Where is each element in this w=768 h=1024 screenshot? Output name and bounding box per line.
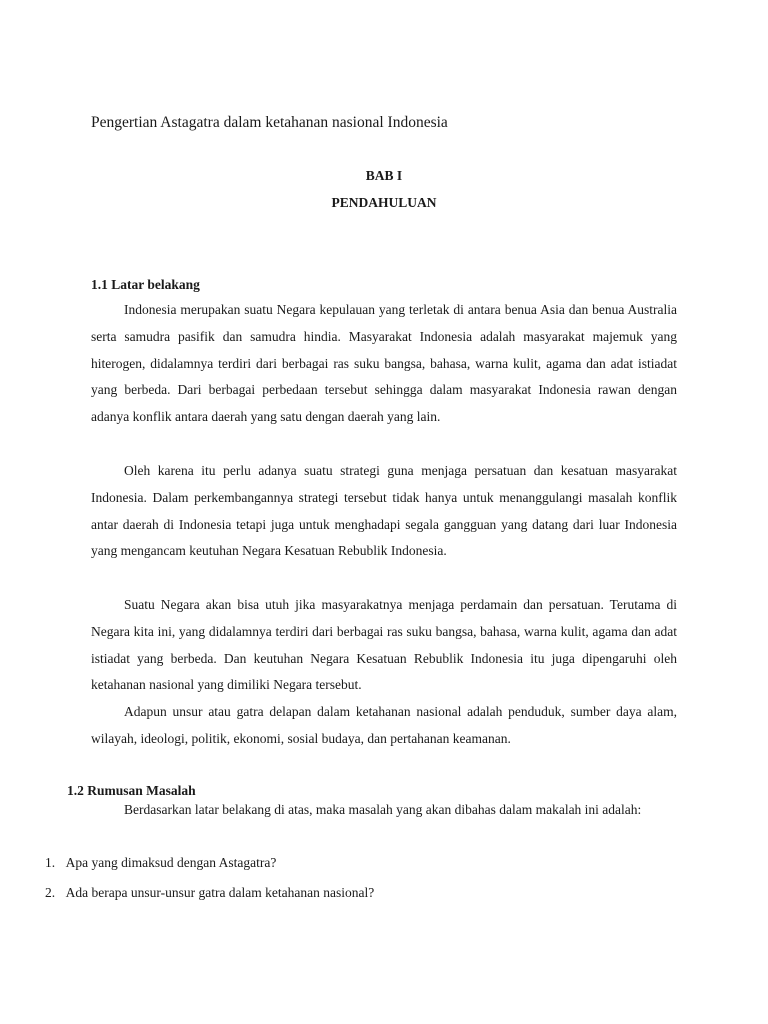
- list-number: 2.: [45, 885, 56, 900]
- paragraph: Adapun unsur atau gatra delapan dalam ketahanan nasional adalah penduduk, sumber daya alam, wilayah, ideologi, politik, ekonomi, sosial budaya, dan pertahanan keamanan.: [91, 704, 677, 746]
- paragraph: Berdasarkan latar belakang di atas, maka masalah yang akan dibahas dalam makalah ini adalah:: [124, 802, 642, 817]
- paragraph: Suatu Negara akan bisa utuh jika masyarakatnya menjaga perdamain dan persatuan. Terutama di Negara kita ini, yang didalamnya terdiri dari berbagai ras suku bangsa, bahasa, warna kulit, agama dan adat istiadat yang berbeda. Dan keutuhan Negara Kesatuan Rebublik Indonesia itu juga dipengaruhi oleh ketahanan nasional yang dimiliki Negara tersebut.: [91, 597, 677, 693]
- chapter-number: BAB I: [365, 168, 403, 183]
- list-text: Apa yang dimaksud dengan Astagatra?: [65, 855, 277, 870]
- question-list: [45, 848, 374, 908]
- section-heading-latar-belakang: 1.1 Latar belakang: [91, 277, 200, 292]
- section-heading-rumusan-masalah: 1.2 Rumusan Masalah: [67, 783, 196, 798]
- document-title: Pengertian Astagatra dalam ketahanan nasional Indonesia: [91, 114, 448, 131]
- paragraph: Oleh karena itu perlu adanya suatu strategi guna menjaga persatuan dan kesatuan masyarakat Indonesia. Dalam perkembangannya strategi tersebut tidak hanya untuk menanggulangi masalah konflik antar daerah di Indonesia tetapi juga untuk menghadapi segala gangguan yang datang dari luar Indonesia yang mengancam keutuhan Negara Kesatuan Rebublik Indonesia.: [91, 463, 677, 559]
- chapter-title: PENDAHULUAN: [331, 195, 437, 210]
- list-item: [45, 848, 374, 878]
- list-number: 1.: [45, 855, 56, 870]
- list-text: Ada berapa unsur-unsur gatra dalam ketahanan nasional?: [65, 885, 375, 900]
- paragraph: Indonesia merupakan suatu Negara kepulauan yang terletak di antara benua Asia dan benua Australia serta samudra pasifik dan samudra hindia. Masyarakat Indonesia adalah masyarakat majemuk yang hiterogen, didalamnya terdiri dari berbagai ras suku bangsa, bahasa, warna kulit, agama dan adat istiadat yang berbeda. Dari berbagai perbedaan tersebut sehingga dalam masyarakat Indonesia rawan dengan adanya konflik antara daerah yang satu dengan daerah yang lain.: [91, 302, 677, 425]
- list-item: [45, 878, 374, 908]
